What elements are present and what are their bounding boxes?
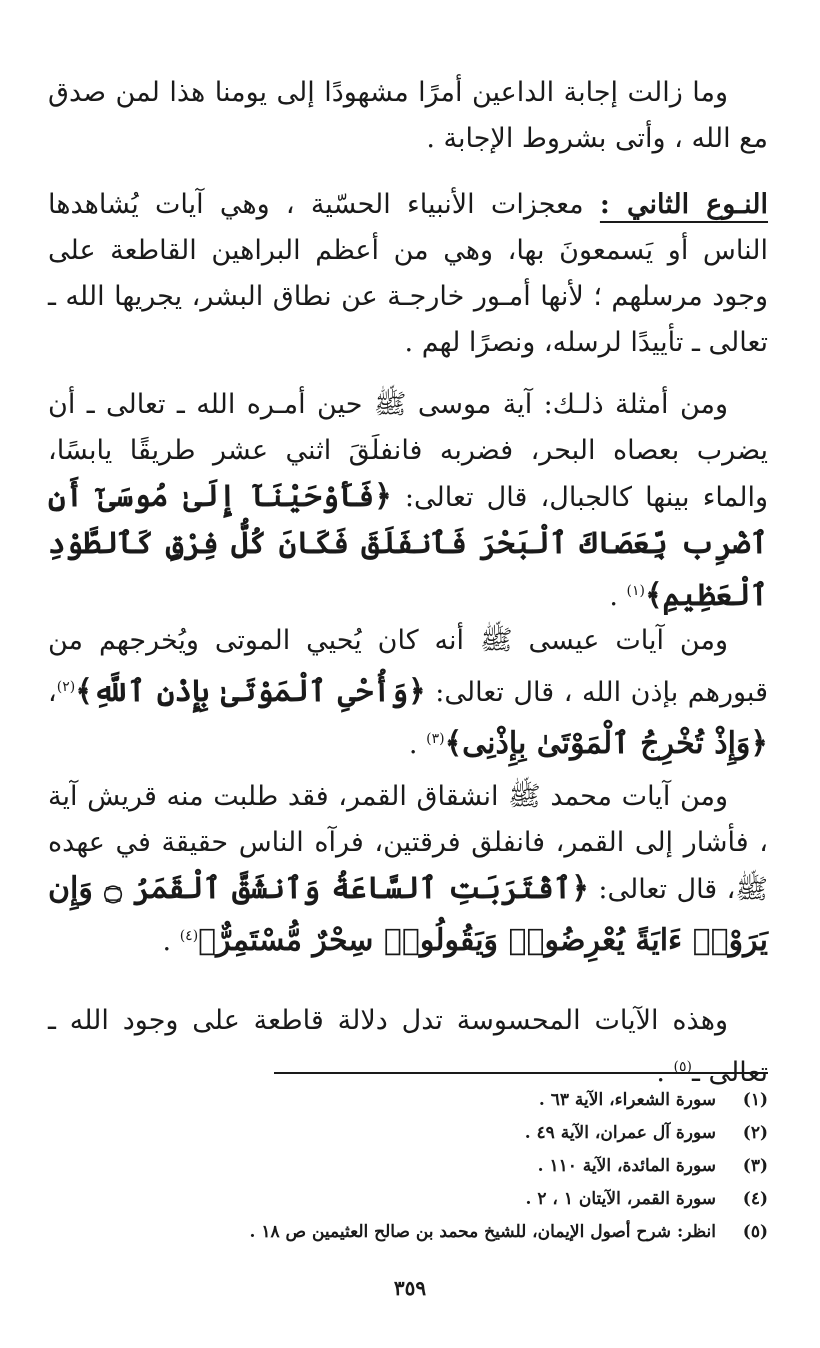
footnote-number: (٥)	[742, 1222, 768, 1242]
footnote-number: (١)	[742, 1090, 768, 1110]
footnote-reference: (٥)	[673, 1059, 692, 1075]
footnote-text: انظر: شرح أصول الإيمان، للشيخ محمد بن صالح العثيمين ص ١٨ .	[249, 1222, 716, 1242]
footnotes	[48, 1084, 768, 1249]
footnote-number: (٢)	[742, 1123, 768, 1143]
footnote-text: سورة المائدة، الآية ١١٠ .	[537, 1156, 716, 1176]
paragraph-end: .	[656, 1057, 674, 1088]
paragraph-second-type	[48, 182, 768, 366]
footnote-item	[48, 1117, 768, 1150]
separator: ،	[48, 677, 57, 708]
footnote-reference: (٢)	[56, 679, 76, 695]
footnote-reference: (١)	[626, 583, 645, 599]
paragraph-text: وما زالت إجابة الداعين أمرًا مشهودًا إلى يومنا هذا لمن صدق مع الله ، وأتى بشروط الإجابة .	[48, 77, 768, 154]
quran-verse: ﴿وَإِذْ تُخْرِجُ ٱلْمَوْتَىٰ بِإِذْنِى﴾	[444, 726, 768, 761]
footnote-number: (٣)	[742, 1156, 768, 1176]
paragraph-muhammad-example	[48, 774, 768, 965]
footnote-item	[48, 1216, 768, 1249]
footnote-number: (٤)	[742, 1189, 768, 1209]
footnote-text: سورة الشعراء، الآية ٦٣ .	[538, 1090, 716, 1110]
footnote-divider	[274, 1072, 768, 1074]
paragraph-end: .	[162, 926, 180, 957]
section-heading: النـوع الثاني :	[599, 189, 769, 220]
footnote-text: سورة القمر، الآيتان ١ ، ٢ .	[525, 1189, 716, 1209]
quran-verse: ﴿وَأُحْىِ ٱلْمَوْتَىٰ بِإِذْنِ ٱللَّهِ﴾	[75, 674, 426, 709]
quran-verse: ﴿ٱقْتَرَبَتِ ٱلسَّاعَةُ وَٱنشَقَّ ٱلْقَمَرُ ۝ وَإِن يَرَوْا۟ ءَايَةً يُعْرِضُوا۟ وَيَقُولُوا۟ سِحْرٌ مُّسْتَمِرٌّ﴾	[48, 871, 768, 958]
footnote-reference: (٤)	[179, 928, 199, 944]
footnote-item	[48, 1150, 768, 1183]
footnote-item	[48, 1084, 768, 1117]
paragraph-conclusion	[48, 998, 768, 1096]
quran-verse: ﴿فَأَوْحَيْنَآ إِلَىٰ مُوسَىٰٓ أَنِ ٱضْرِب بِّعَصَاكَ ٱلْبَحْرَ فَٱنفَلَقَ فَكَانَ كُلُّ فِرْقٍ كَٱلطَّوْدِ ٱلْعَظِيمِ﴾	[48, 479, 768, 613]
paragraph-text: وهذه الآيات المحسوسة تدل دلالة قاطعة على وجود الله ـ تعالى ـ	[48, 1005, 768, 1088]
paragraph-end: .	[408, 729, 427, 760]
footnote-reference: (٣)	[426, 731, 445, 747]
paragraph-end: .	[609, 581, 627, 612]
footnote-text: سورة آل عمران، الآية ٤٩ .	[524, 1123, 716, 1143]
paragraph-jesus-example	[48, 618, 768, 768]
paragraph-answered-prayers	[48, 70, 768, 162]
paragraph-text: ومن أمثلة ذلـك: آية موسى ﷺ حين أمـره الله ـ تعالى ـ أن يضرب بعصاه البحر، فضربه فانفلَقَ اثني عشر طريقًا يابسًا، والماء بينها كالجبال، قال تعالى:	[48, 389, 768, 513]
paragraph-text: معجزات الأنبياء الحسّية ، وهي آيات يُشاهدها الناس أو يَسمعونَ بها، وهي من أعظم البراهين القاطعة على وجود مرسلهم ؛ لأنها أمـور خارجـة عن نطاق البشر، يجريها الله ـ تعالى ـ تأييدًا لرسله، ونصرًا لهم .	[48, 189, 768, 358]
paragraph-moses-example	[48, 382, 768, 620]
page-number: ٣٥٩	[393, 1276, 427, 1300]
footnote-item	[48, 1183, 768, 1216]
paragraph-text: ومن آيات محمد ﷺ انشقاق القمر، فقد طلبت منه قريش آية ، فأشار إلى القمر، فانفلق فرقتين، فرآه الناس حقيقة في عهده ﷺ، قال تعالى:	[48, 781, 768, 905]
paragraph-text: ومن آيات عيسى ﷺ أنه كان يُحيي الموتى ويُخرجهم من قبورهم بإذن الله ، قال تعالى:	[48, 625, 768, 708]
